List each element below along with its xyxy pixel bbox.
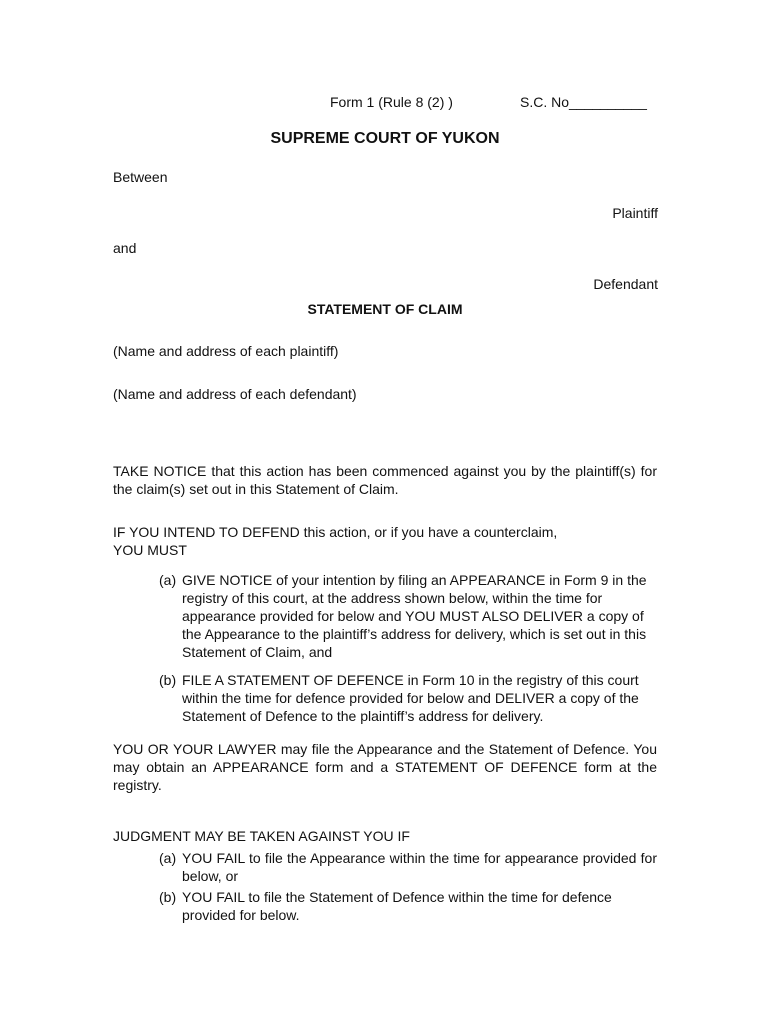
defend-intro-line-2: YOU MUST: [113, 542, 187, 558]
plaintiff-placeholder: (Name and address of each plaintiff): [113, 343, 339, 359]
take-notice-paragraph: TAKE NOTICE that this action has been commenced against you by the plaintiff(s) for the claim(s) set out in this Statement of Claim.: [113, 463, 657, 497]
defendant-placeholder: (Name and address of each defendant): [113, 386, 357, 402]
list-label: (b): [159, 672, 177, 688]
statement-of-claim-title: STATEMENT OF CLAIM: [307, 301, 463, 317]
list-label: (b): [159, 889, 177, 905]
judgment-intro: JUDGMENT MAY BE TAKEN AGAINST YOU IF: [113, 828, 410, 844]
court-title: SUPREME COURT OF YUKON: [270, 130, 500, 147]
sc-number-field: S.C. No__________: [520, 94, 647, 110]
list-label: (a): [159, 572, 177, 588]
defend-item-a: [159, 571, 657, 661]
list-text: GIVE NOTICE of your intention by filing an APPEARANCE in Form 9 in the registry of this court, at the address shown below, within the time for appearance provided for below and YOU MUST ALSO DELIVER a copy of the Appearance to the plaintiff’s address for delivery, which is set out in this Statement of Claim, and: [182, 572, 647, 660]
defend-item-b: [159, 671, 657, 725]
list-text: FILE A STATEMENT OF DEFENCE in Form 10 in the registry of this court within the time for defence provided for below and DELIVER a copy of the Statement of Defence to the plaintiff’s address for delivery.: [182, 672, 639, 724]
defend-intro-line-1: IF YOU INTEND TO DEFEND this action, or if you have a counterclaim,: [113, 524, 558, 540]
list-label: (a): [159, 850, 177, 866]
judgment-item-b: [159, 888, 657, 924]
and-label: and: [113, 240, 137, 256]
list-text: YOU FAIL to file the Statement of Defence within the time for defence provided for below.: [182, 889, 612, 923]
defendant-label: Defendant: [593, 276, 658, 292]
judgment-item-a: [159, 849, 657, 885]
between-label: Between: [113, 169, 168, 185]
form-reference: Form 1 (Rule 8 (2) ): [330, 94, 453, 110]
plaintiff-label: Plaintiff: [612, 205, 658, 221]
list-text: YOU FAIL to file the Appearance within the time for appearance provided for below, or: [182, 850, 657, 884]
lawyer-paragraph: YOU OR YOUR LAWYER may file the Appearance and the Statement of Defence. You may obtain an APPEARANCE form and a STATEMENT OF DEFENCE form at the registry.: [113, 741, 657, 793]
